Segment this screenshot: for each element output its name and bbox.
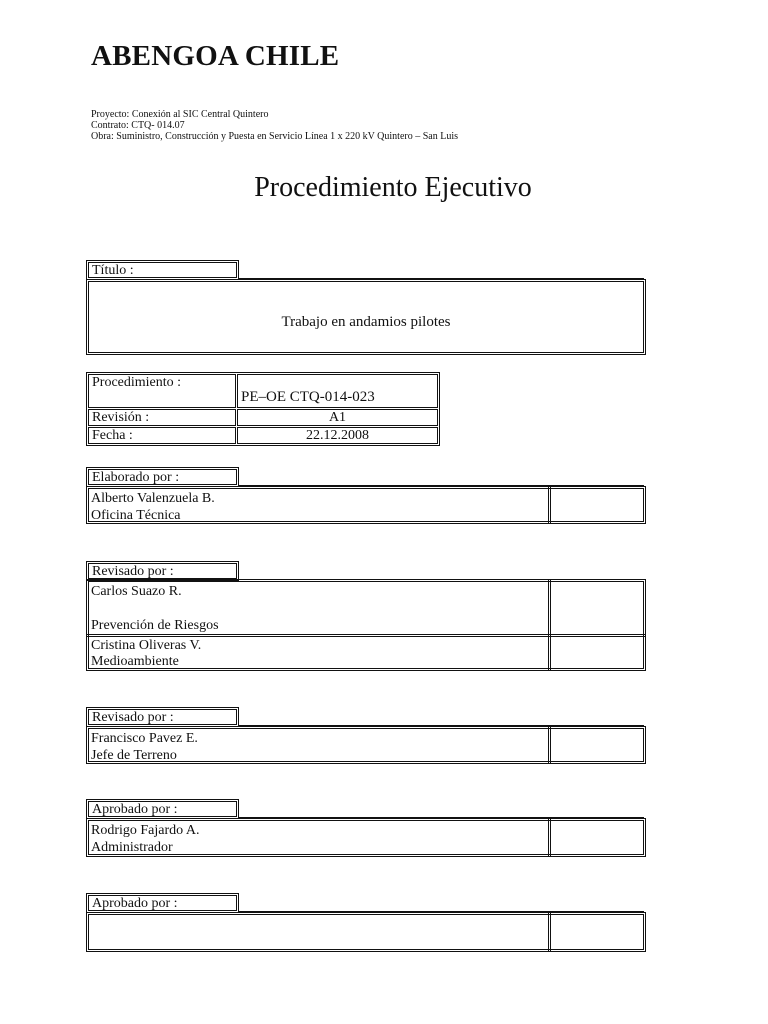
signature-column-divider: [548, 818, 551, 857]
work-line: Obra: Suministro, Construcción y Puesta en Servicio Línea 1 x 220 kV Quintero – San Luis: [91, 131, 458, 142]
revisado1-box: [86, 579, 646, 671]
procedimiento-value: PE–OE CTQ-014-023: [237, 374, 438, 408]
revisado2-role: Jefe de Terreno: [91, 748, 177, 763]
revisado2-box: [86, 726, 646, 764]
procedure-info-table: [86, 372, 440, 446]
signature-column-divider: [548, 486, 551, 524]
revisado2-name: Francisco Pavez E.: [91, 731, 198, 746]
aprobado1-name: Rodrigo Fajardo A.: [91, 823, 200, 838]
signature-column-divider: [548, 912, 551, 952]
aprobado2-label-box: [86, 893, 239, 913]
fecha-label: Fecha :: [88, 427, 236, 444]
document-title: Procedimiento Ejecutivo: [254, 172, 532, 203]
project-info: [91, 109, 458, 142]
aprobado1-role: Administrador: [91, 840, 173, 855]
elaborado-label: Elaborado por :: [92, 470, 180, 485]
revisado2-label-box: [86, 707, 239, 727]
aprobado2-box: [86, 912, 646, 952]
aprobado1-label: Aprobado por :: [92, 802, 178, 817]
revisado1-role-2: Medioambiente: [91, 654, 179, 669]
elaborado-name: Alberto Valenzuela B.: [91, 491, 215, 506]
elaborado-role: Oficina Técnica: [91, 508, 181, 523]
titulo-box: [86, 279, 646, 355]
revisado1-name-1: Carlos Suazo R.: [91, 584, 182, 599]
procedimiento-label: Procedimiento :: [88, 374, 236, 408]
aprobado2-label: Aprobado por :: [92, 896, 178, 911]
titulo-label: Título :: [92, 263, 134, 278]
revisado1-label-box: [86, 561, 239, 581]
signature-column-divider: [548, 579, 551, 671]
revision-value: A1: [237, 409, 438, 426]
titulo-value: Trabajo en andamios pilotes: [281, 314, 451, 330]
company-name: ABENGOA CHILE: [91, 40, 340, 72]
project-line: Proyecto: Conexión al SIC Central Quintero: [91, 109, 269, 120]
aprobado1-label-box: [86, 799, 239, 819]
titulo-label-box: [86, 260, 239, 280]
revisado1-label: Revisado por :: [92, 564, 174, 579]
elaborado-label-box: [86, 467, 239, 487]
aprobado1-box: [86, 818, 646, 857]
revisado1-role-1: Prevención de Riesgos: [91, 618, 219, 633]
fecha-value: 22.12.2008: [237, 427, 438, 444]
elaborado-box: [86, 486, 646, 524]
revisado1-name-2: Cristina Oliveras V.: [91, 638, 202, 653]
contract-line: Contrato: CTQ- 014.07: [91, 120, 185, 131]
revisado2-label: Revisado por :: [92, 710, 174, 725]
signature-column-divider: [548, 726, 551, 764]
revision-label: Revisión :: [88, 409, 236, 426]
